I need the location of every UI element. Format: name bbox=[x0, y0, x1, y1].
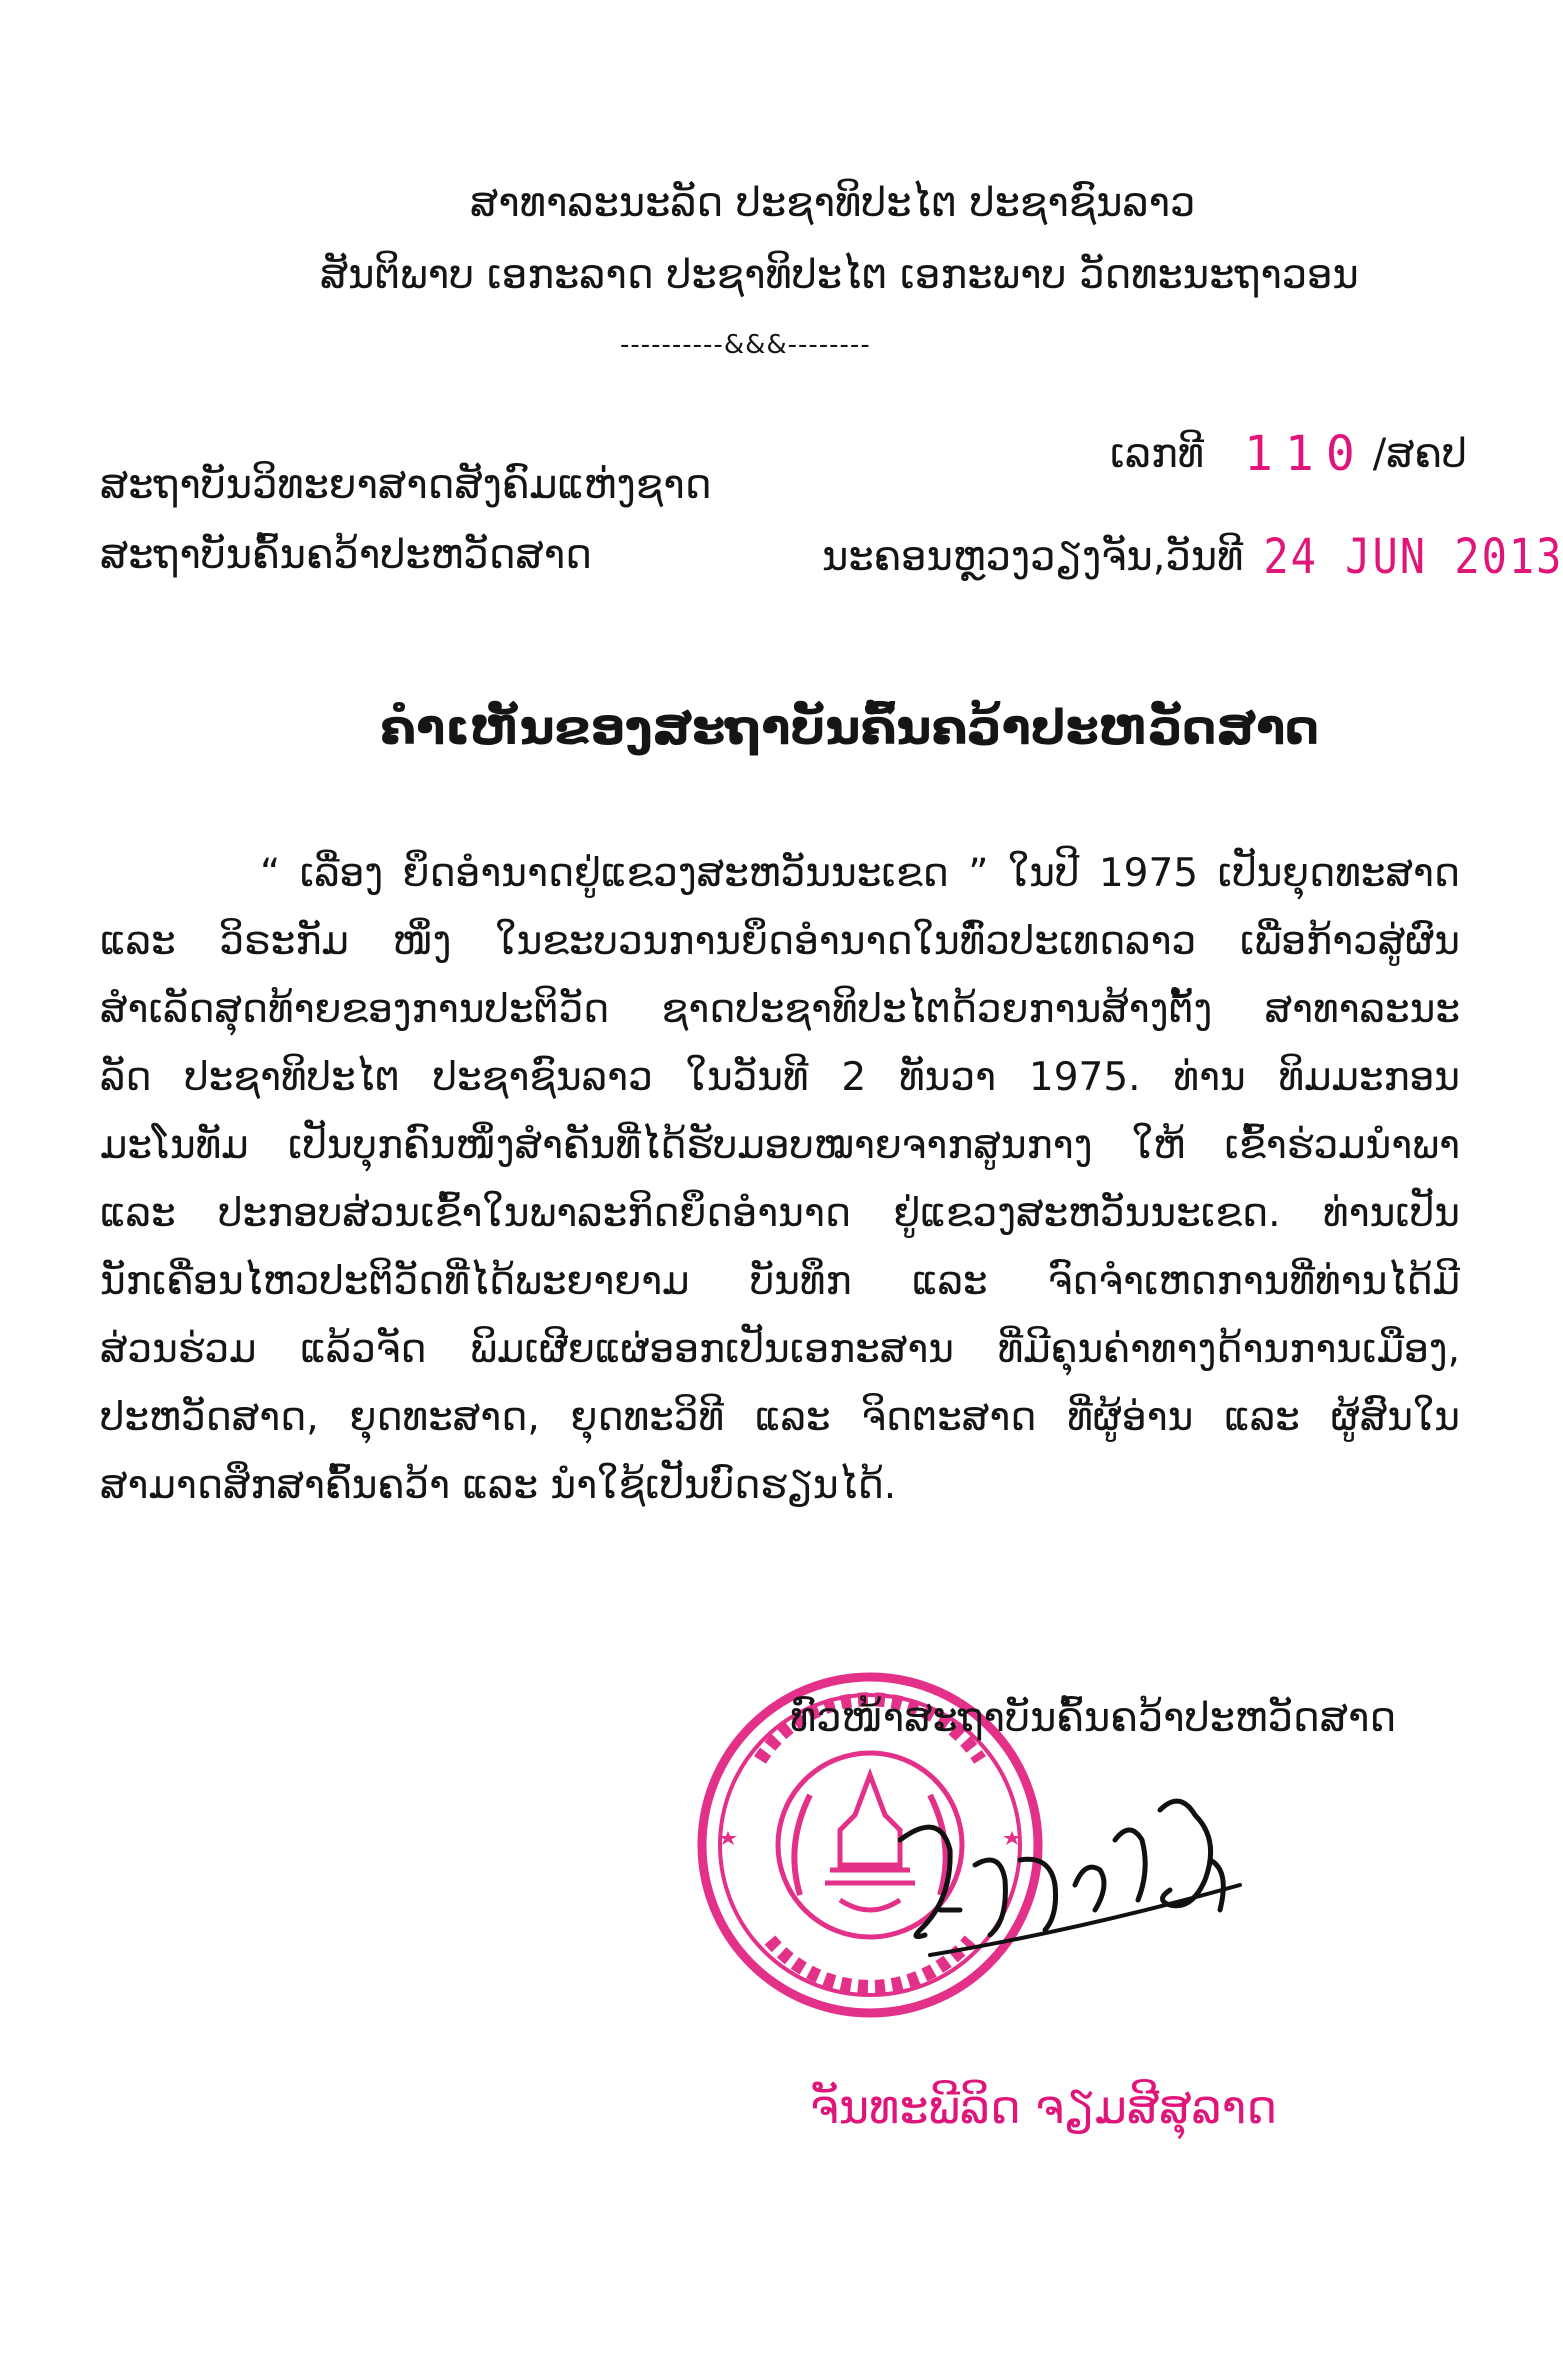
state-name: ສາທາລະນະລັດ ປະຊາທິປະໄຕ ປະຊາຊົນລາວ bbox=[470, 180, 1196, 226]
header-divider: ----------&&&-------- bbox=[620, 330, 871, 360]
body-line: ສຳເລັດສຸດທ້າຍຂອງການປະຕິວັດ ຊາດປະຊາທິປະໄຕດ້ວຍການສ້າງຕັ້ງ ສາທາລະນະ bbox=[100, 987, 1460, 1032]
body-line: ແລະ ປະກອບສ່ວນເຂົ້າໃນພາລະກິດຍຶດອຳນາດ ຢູ່ແຂວງສະຫວັນນະເຂດ. ທ່ານເປັນ bbox=[100, 1191, 1460, 1236]
reference-number-suffix: /ສຄປ bbox=[1372, 431, 1467, 477]
body-line: ລັດ ປະຊາທິປະໄຕ ປະຊາຊົນລາວ ໃນວັນທີ 2 ທັນວາ 1975. ທ່ານ ທິມມະກອນ bbox=[100, 1055, 1460, 1100]
reference-number bbox=[1110, 426, 1467, 482]
date-stamp: 24 JUN 2013 bbox=[1263, 528, 1563, 585]
reference-number-stamp: 110 bbox=[1244, 426, 1367, 482]
document-title: ຄຳເຫັນຂອງສະຖາບັນຄົ້ນຄວ້າປະຫວັດສາດ bbox=[380, 700, 1320, 756]
body-line: ສ່ວນຮ່ວມ ແລ້ວຈັດ ພິມເຜີຍແຜ່ອອກເປັນເອກະສານ ທີ່ມີຄຸນຄ່າທາງດ້ານການເມືອງ, bbox=[100, 1327, 1460, 1372]
body-line: ນັກເຄື່ອນໄຫວປະຕິວັດທີ່ໄດ້ພະຍາຍາມ ບັນທຶກ ແລະ ຈົດຈຳເຫດການທີ່ທ່ານໄດ້ມີ bbox=[100, 1259, 1460, 1304]
place-date-label: ນະຄອນຫຼວງວຽງຈັນ,ວັນທີ bbox=[822, 533, 1244, 580]
reference-number-label: ເລກທີ bbox=[1110, 431, 1205, 477]
body-line: ປະຫວັດສາດ, ຍຸດທະສາດ, ຍຸດທະວິທີ ແລະ ຈິດຕະສາດ ທີ່ຜູ້ອ່ານ ແລະ ຜູ້ສົນໃນ bbox=[100, 1395, 1460, 1440]
body-line: “ ເລື່ອງ ຍຶດອຳນາດຢູ່ແຂວງສະຫວັນນະເຂດ ” ໃນປີ 1975 ເປັນຍຸດທະສາດ bbox=[260, 851, 1460, 896]
signatory-title: ທົວໜ້າສະຖາບັນຄົ້ນຄວ້າປະຫວັດສາດ bbox=[790, 1695, 1397, 1741]
signatory-name: ຈັນທະພີລິດ ຈຽມສີສຸລາດ bbox=[810, 2080, 1278, 2134]
body-line: ມະໂນທັມ ເປັນບຸກຄົນໜຶ່ງສຳຄັນທີ່ໄດ້ຮັບມອບໝາຍຈາກສູນກາງ ໃຫ້ ເຂົ້າຮ່ວມນຳພາ bbox=[100, 1123, 1460, 1168]
body-line: ແລະ ວິຣະກັມ ໜຶ່ງ ໃນຂະບວນການຍຶດອຳນາດໃນທົ່ວປະເທດລາວ ເພື່ອກ້າວສູ່ຜົນ bbox=[100, 919, 1460, 964]
state-motto: ສັນຕິພາບ ເອກະລາດ ປະຊາທິປະໄຕ ເອກະພາບ ວັດທະນະຖາວອນ bbox=[320, 252, 1359, 298]
body-line: ສາມາດສຶກສາຄົ້ນຄວ້າ ແລະ ນຳໃຊ້ເປັນບົດຮຽນໄດ້. bbox=[100, 1463, 897, 1508]
handwritten-signature bbox=[880, 1790, 1280, 1990]
place-date bbox=[822, 528, 1563, 585]
sender-org-parent: ສະຖາບັນວິທະຍາສາດສັງຄົມແຫ່ງຊາດ bbox=[100, 462, 712, 508]
body-paragraph bbox=[100, 840, 1460, 1520]
sender-org: ສະຖາບັນຄົ້ນຄວ້າປະຫວັດສາດ bbox=[100, 532, 592, 578]
